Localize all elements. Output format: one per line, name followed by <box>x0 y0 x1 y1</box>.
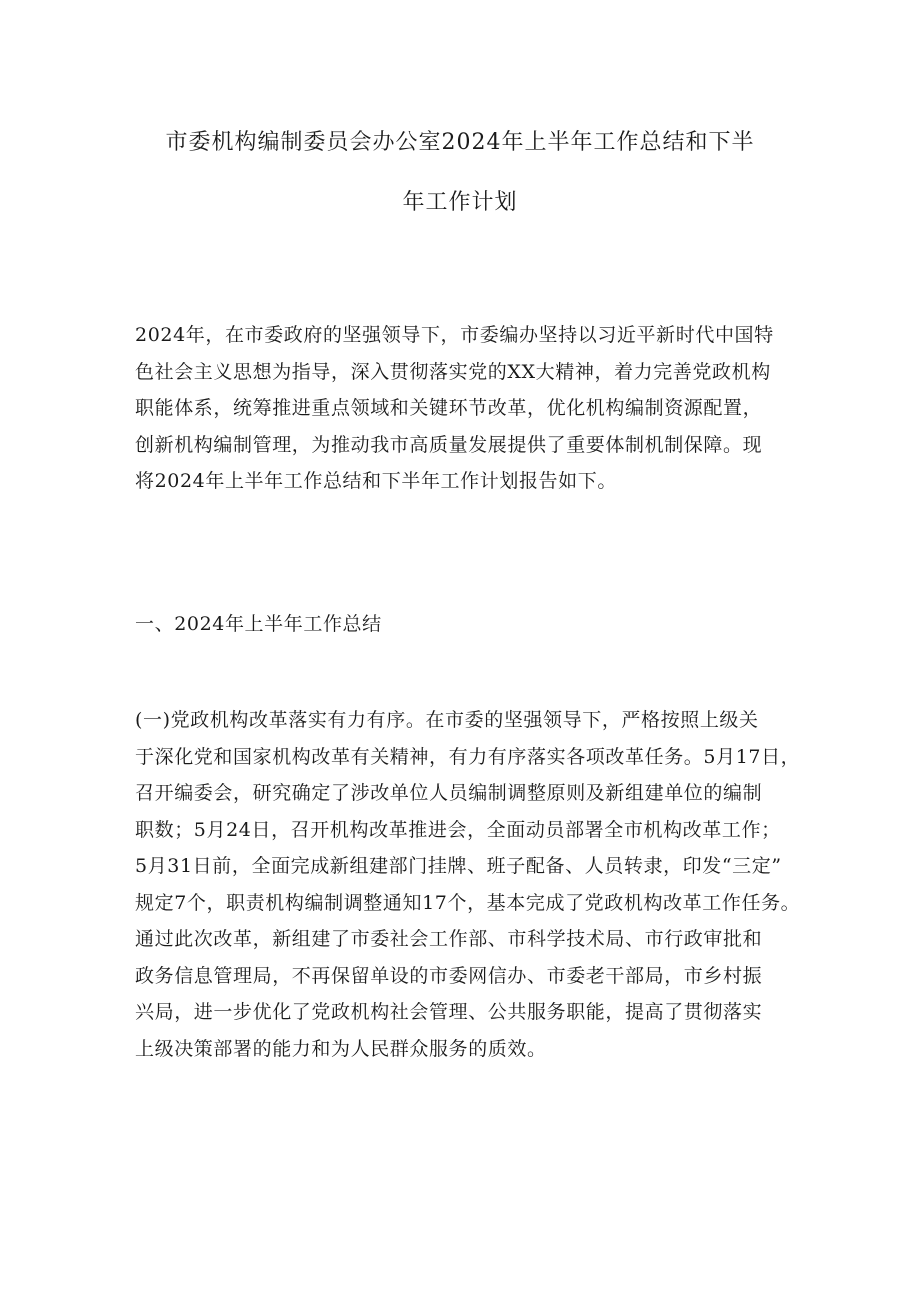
section-heading: 一、2024年上半年工作总结 <box>135 613 382 635</box>
subsection-1-paragraph <box>135 702 801 1067</box>
subsection-line: 政务信息管理局，不再保留单设的市委网信办、市委老干部局，市乡村振 <box>135 964 763 987</box>
document-title-line-1: 市委机构编制委员会办公室2024年上半年工作总结和下半 <box>165 130 755 155</box>
intro-line: 职能体系，统筹推进重点领域和关键环节改革，优化机构编制资源配置， <box>135 397 763 419</box>
subsection-line: 职数；5月24日，召开机构改革推进会，全面动员部署全市机构改革工作； <box>135 818 781 841</box>
subsection-line: 规定7个，职责机构编制调整通知17个，基本完成了党政机构改革工作任务。 <box>135 891 801 914</box>
intro-line: 创新机构编制管理，为推动我市高质量发展提供了重要体制机制保障。现 <box>135 433 763 456</box>
subsection-line: 5月31日前，全面完成新组建部门挂牌、班子配备、人员转隶，印发“三定” <box>135 855 782 877</box>
subsection-line: 通过此次改革，新组建了市委社会工作部、市科学技术局、市行政审批和 <box>135 928 763 950</box>
subsection-line: 召开编委会，研究确定了涉改单位人员编制调整原则及新组建单位的编制 <box>135 782 763 804</box>
intro-line: 色社会主义思想为指导，深入贯彻落实党的XX大精神，着力完善党政机构 <box>135 360 771 383</box>
document-title-line-2: 年工作计划 <box>402 190 518 215</box>
subsection-line: 上级决策部署的能力和为人民群众服务的质效。 <box>135 1037 547 1060</box>
subsection-line: (一)党政机构改革落实有力有序。在市委的坚强领导下，严格按照上级关 <box>135 709 759 731</box>
subsection-line: 兴局，进一步优化了党政机构社会管理、公共服务职能，提高了贯彻落实 <box>135 1001 763 1023</box>
intro-line: 将2024年上半年工作总结和下半年工作计划报告如下。 <box>135 470 617 492</box>
subsection-line: 于深化党和国家机构改革有关精神，有力有序落实各项改革任务。5月17日， <box>135 745 801 768</box>
intro-line: 2024年，在市委政府的坚强领导下，市委编办坚持以习近平新时代中国特 <box>135 324 774 346</box>
intro-paragraph <box>135 317 795 500</box>
